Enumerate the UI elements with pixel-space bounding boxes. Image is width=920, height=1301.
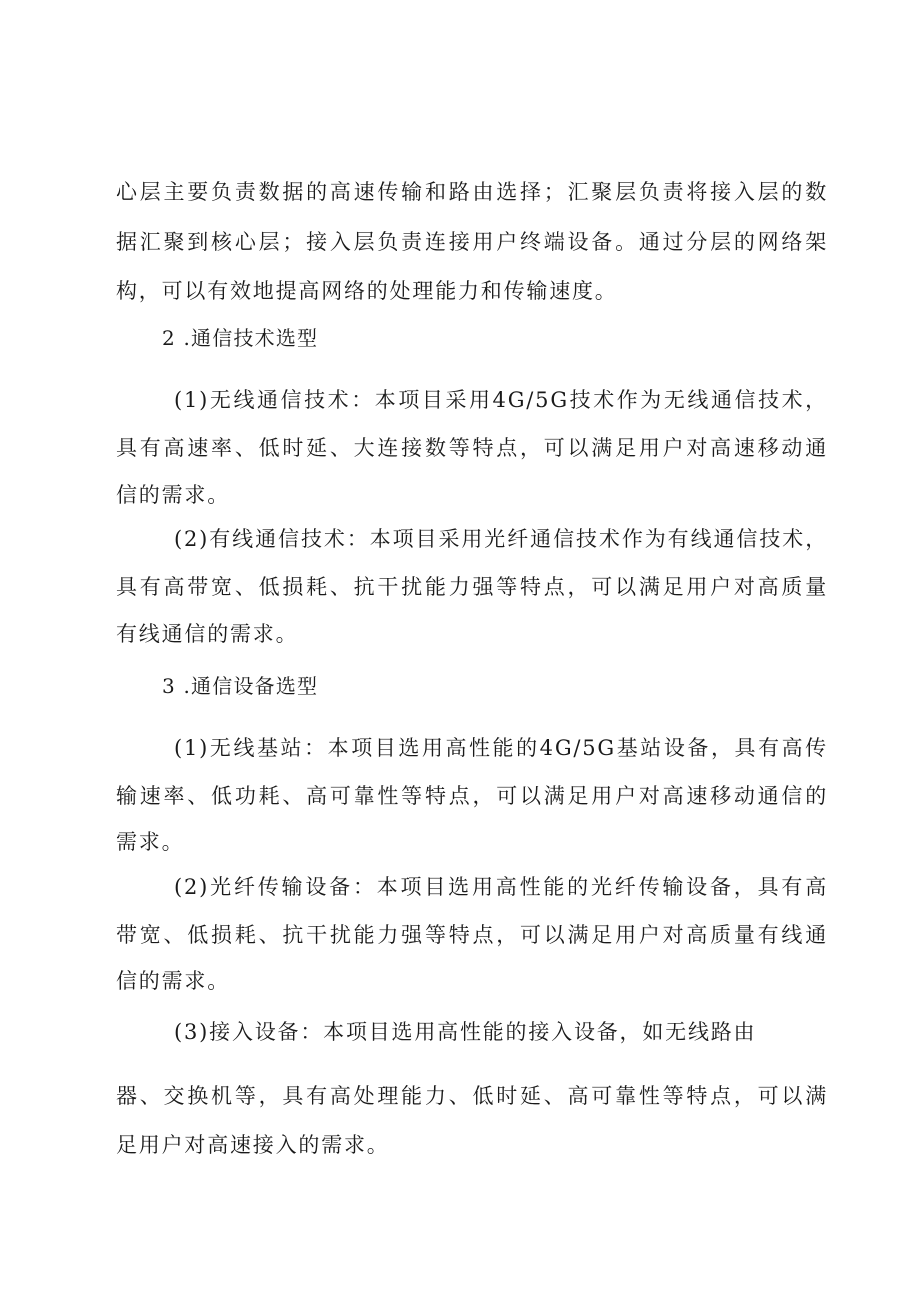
paragraph-line: 有线通信的需求。: [116, 622, 299, 646]
paragraph-line: 需求。: [116, 830, 185, 854]
paragraph-line: 具有高速率、低时延、大连接数等特点，可以满足用户对高速移动通: [116, 436, 828, 460]
paragraph-line: (1)无线基站：本项目选用高性能的4G/5G基站设备，具有高传: [174, 736, 828, 760]
paragraph-line: 心层主要负责数据的高速传输和路由选择；汇聚层负责将接入层的数: [116, 180, 828, 204]
paragraph-line: (3)接入设备：本项目选用高性能的接入设备，如无线路由: [174, 1020, 757, 1044]
paragraph-line: (1)无线通信技术：本项目采用4G/5G技术作为无线通信技术，: [174, 388, 828, 412]
paragraph-line: 具有高带宽、低损耗、抗干扰能力强等特点，可以满足用户对高质量: [116, 575, 828, 599]
section-heading: 2 .通信技术选型: [162, 326, 319, 350]
paragraph-line: (2)有线通信技术：本项目采用光纤通信技术作为有线通信技术，: [174, 527, 828, 551]
section-heading: 3 .通信设备选型: [162, 674, 319, 698]
paragraph-line: 带宽、低损耗、抗干扰能力强等特点，可以满足用户对高质量有线通: [116, 923, 828, 947]
paragraph-line: (2)光纤传输设备：本项目选用高性能的光纤传输设备，具有高: [174, 875, 828, 899]
paragraph-line: 构，可以有效地提高网络的处理能力和传输速度。: [116, 279, 618, 303]
paragraph-line: 据汇聚到核心层；接入层负责连接用户终端设备。通过分层的网络架: [116, 230, 828, 254]
paragraph-line: 信的需求。: [116, 969, 230, 993]
paragraph-line: 足用户对高速接入的需求。: [116, 1133, 390, 1157]
paragraph-line: 信的需求。: [116, 483, 230, 507]
paragraph-line: 输速率、低功耗、高可靠性等特点，可以满足用户对高速移动通信的: [116, 784, 828, 808]
paragraph-line: 器、交换机等，具有高处理能力、低时延、高可靠性等特点，可以满: [116, 1084, 828, 1108]
